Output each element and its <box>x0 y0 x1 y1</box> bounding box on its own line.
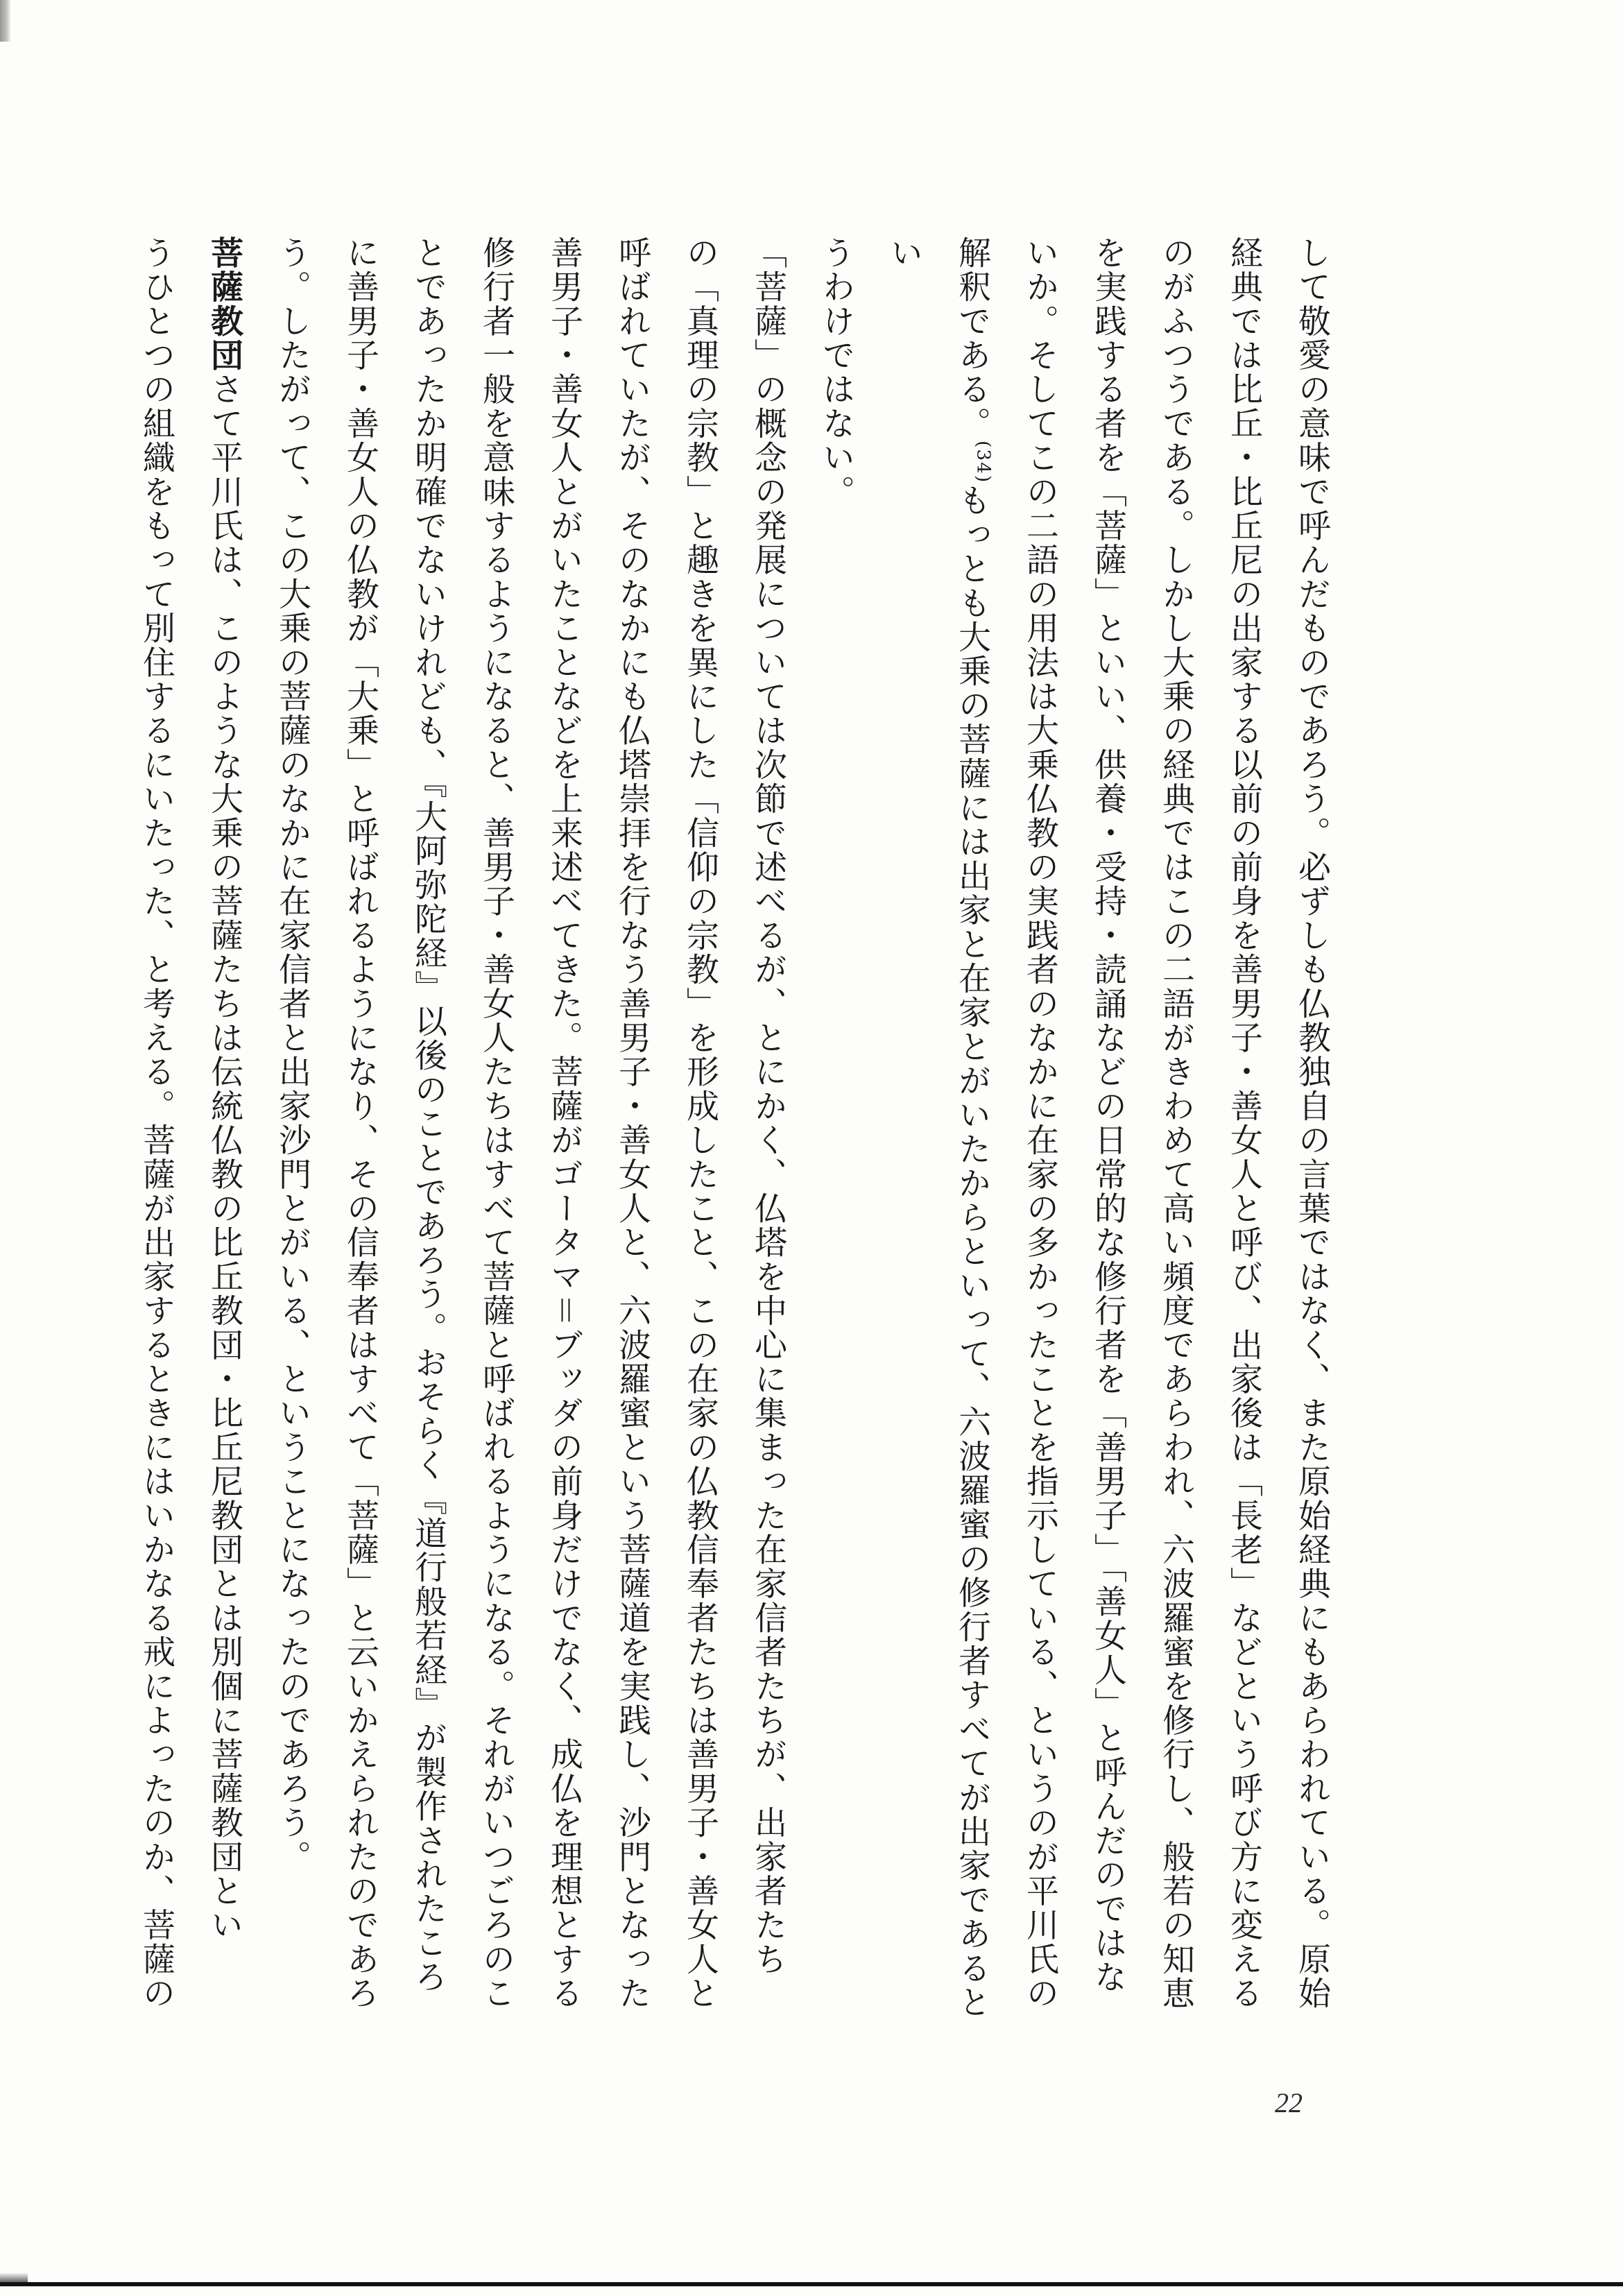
footnote-number: 34 <box>972 449 994 476</box>
paragraph-1-line-3: のがふつうである。しかし大乗の経典ではこの二語がきわめて高い頻度であらわれ、六波羅蜜を修行し、般若の知恵 <box>1157 236 1195 2011</box>
page-number: 22 <box>1275 2087 1303 2118</box>
scan-edge-mark <box>0 0 11 42</box>
paragraph-1-line-4: を実践する者を「菩薩」といい、供養・受持・読誦などの日常的な修行者を「善男子」「善女人」と呼んだのではな <box>1089 236 1127 1994</box>
paragraph-1-line-5: いか。そしてこの二語の用法は大乗仏教の実践者のなかに在家の多かったことを指示している、というのが平川氏の <box>1021 236 1059 2011</box>
paragraph-3-line-1-text: さて平川氏は、このような大乗の菩薩たちは伝統仏教の比丘教団・比丘尼教団とは別個に菩薩教団とい <box>205 372 243 1943</box>
vertical-body-text <box>122 236 1346 2053</box>
paragraph-3-line-1 <box>190 236 258 2053</box>
paragraph-2-line-3: 呼ばれていたが、そのなかにも仏塔崇拝を行なう善男子・善女人と、六波羅蜜という菩薩道を実践し、沙門となった <box>613 236 651 2011</box>
paragraph-2-line-4: 善男子・善女人とがいたことなどを上来述べてきた。菩薩がゴータマ＝ブッダの前身だけでなく、成仏を理想とする <box>545 236 583 2011</box>
paragraph-2-line-8: う。したがって、この大乗の菩薩のなかに在家信者と出家沙門とがいる、ということになったのであろう。 <box>273 236 311 1874</box>
paragraph-2-line-6: とであったか明確でないけれども、『大阿弥陀経』以後のことであろう。おそらく『道行般若経』が製作されたころ <box>409 236 447 1994</box>
paragraph-1-line-6-before-note: 解釈である。 <box>953 236 991 441</box>
paragraph-3-line-2: うひとつの組織をもって別住するにいたった、と考える。菩薩が出家するときにはいかなる戒によったのか、菩薩の <box>137 236 175 2011</box>
paragraph-1-line-7: うわけではない。 <box>817 236 855 509</box>
paragraph-1-line-1: して敬愛の意味で呼んだものであろう。必ずしも仏教独自の言葉ではなく、また原始経典にもあらわれている。原始 <box>1293 236 1331 2011</box>
paragraph-1-line-2: 経典では比丘・比丘尼の出家する以前の前身を善男子・善女人と呼び、出家後は「長老」などという呼び方に変える <box>1225 236 1263 2011</box>
bottom-rule <box>0 2282 1623 2286</box>
paragraph-1-line-6 <box>870 236 1006 2053</box>
paragraph-2-line-1: 「菩薩」の概念の発展については次節で述べるが、とにかく、仏塔を中心に集まった在家信者たちが、出家者たち <box>749 236 787 1977</box>
paragraph-2-line-7: に善男子・善女人の仏教が「大乗」と呼ばれるようになり、その信奉者はすべて「菩薩」と云いかえられたのであろ <box>341 236 379 2011</box>
section-heading: 菩薩教団 <box>205 236 243 372</box>
paragraph-1-line-6-after-note: もっとも大乗の菩薩には出家と在家とがいたからといって、六波羅蜜の修行者すべてが出家であるとい <box>885 236 991 2020</box>
paragraph-2-line-2: の「真理の宗教」と趣きを異にした「信仰の宗教」を形成したこと、この在家の仏教信奉者たちは善男子・善女人と <box>681 236 719 2011</box>
paragraph-2-line-5: 修行者一般を意味するようになると、善男子・善女人たちはすべて菩薩と呼ばれるようになる。それがいつごろのこ <box>477 236 515 2011</box>
footnote-marker: (34) <box>972 440 994 484</box>
